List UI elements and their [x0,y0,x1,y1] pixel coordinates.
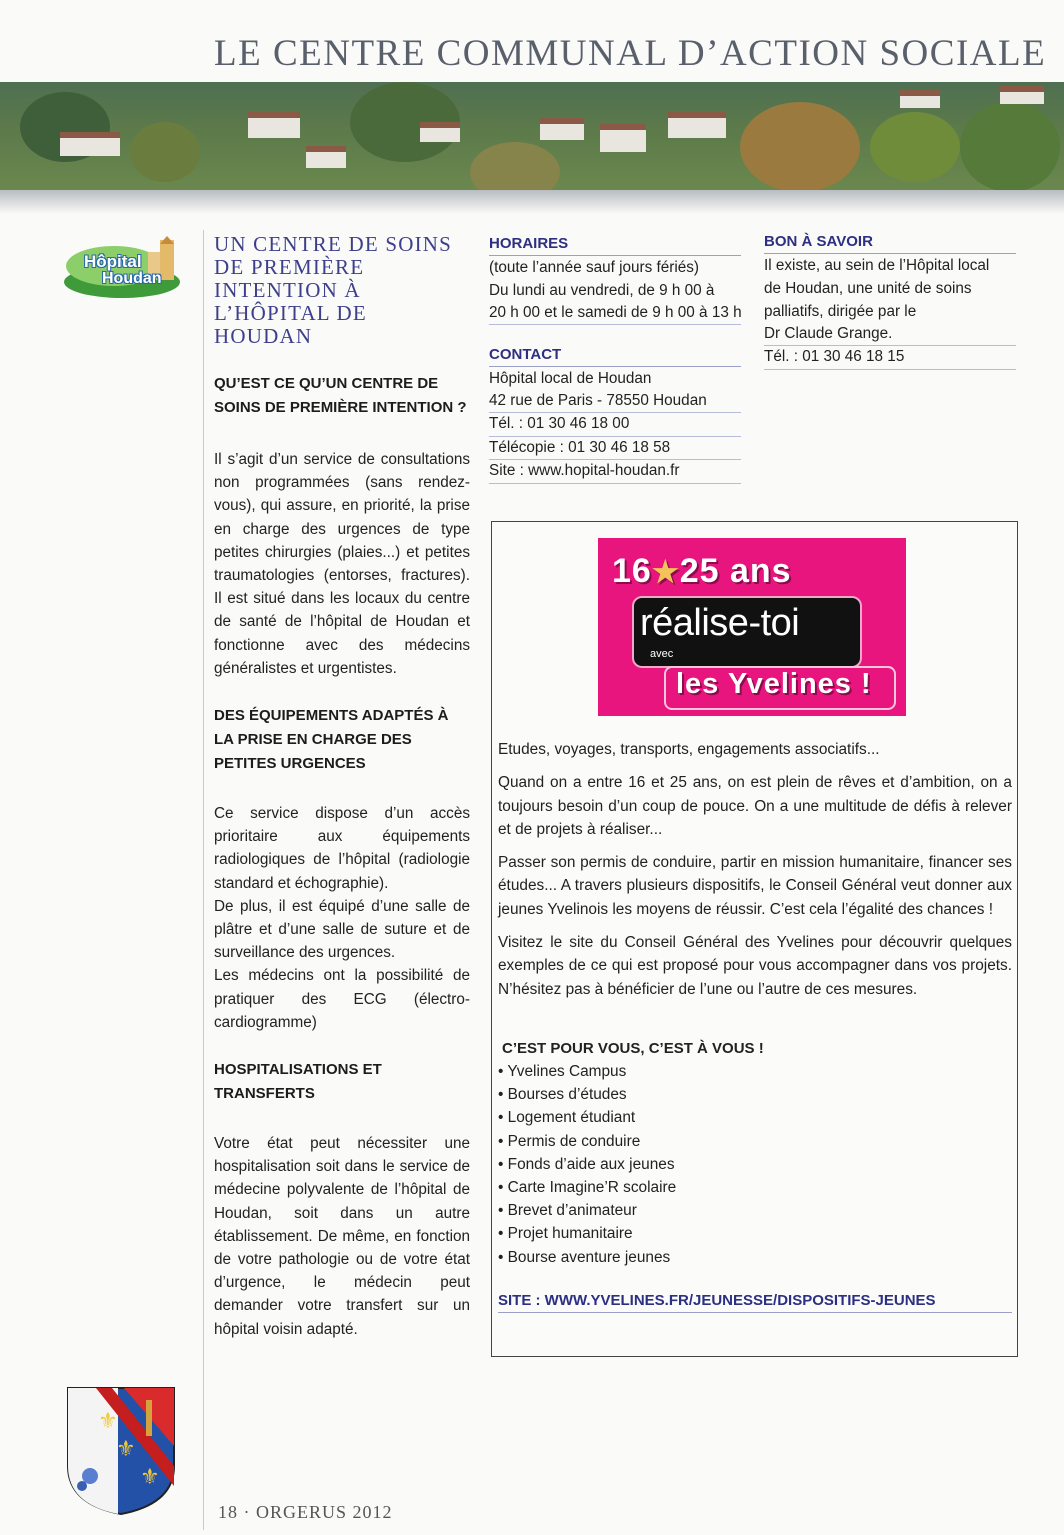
promo-avec: avec [650,648,674,660]
horaires-block [489,233,741,325]
contact-line: Tél. : 01 30 46 18 00 [489,413,741,436]
contact-line: 42 rue de Paris - 78550 Houdan [489,390,741,413]
list-item: • Permis de conduire [498,1132,641,1150]
promo-text [498,738,1012,1313]
list-item: • Yvelines Campus [498,1062,627,1080]
section-paragraph: Votre état peut nécessiter une hospitalisation soit dans le service de médecine polyvalente de l’hôpital de Houdan, soit dans un autre établissement. De même, en fonction de votre pathologie ou de votre état d’urgence, le médecin peut demander votre transfert sur un hôpital voisin adapté. [214,1135,470,1338]
svg-text:⚜: ⚜ [140,1465,160,1490]
promo-realise: réalise-toi [640,602,800,644]
contact-line: Télécopie : 01 30 46 18 58 [489,437,741,460]
banner-shadow [0,190,1064,214]
promo-list-heading: C’EST POUR VOUS, C’EST À VOUS ! [502,1039,764,1057]
bon-a-savoir-line: Il existe, au sein de l’Hôpital local [764,257,990,274]
bon-a-savoir-line: Dr Claude Grange. [764,323,1016,346]
list-item: • Brevet d’animateur [498,1202,637,1220]
article-body [214,372,470,1341]
coat-of-arms-icon [66,1386,176,1516]
logo-line1: Hôpital [84,252,142,271]
bon-a-savoir-line: de Houdan, une unité de soins [764,280,972,297]
promo-age [612,552,792,591]
section-paragraph: De plus, il est équipé d’une salle de plâtre et d’une salle de suture et de surveillance des urgences. [214,897,470,962]
section-title: LE CENTRE COMMUNAL D’ACTION SOCIALE [214,33,1047,74]
town-crest [66,1386,176,1516]
article-title: UN CENTRE DE SOINS DE PREMIÈRE INTENTION À L’HÔPITAL DE HOUDAN [214,232,453,348]
list-item: • Fonds d’aide aux jeunes [498,1155,675,1173]
star-icon: ★ [651,556,680,589]
section-paragraph: Ce service dispose d’un accès prioritaire aux équipements radiologiques de l’hôpital (radiologie standard et échographie). [214,805,470,892]
horaires-line: Du lundi au vendredi, de 9 h 00 à [489,282,715,299]
promo-yvelines: les Yvelines ! [676,668,872,700]
section-paragraph: Il s’agit d’un service de consultations non programmées (sans rendez-vous), qui assure, en priorité, la prise en charge des urgences de type petites chirurgies (plaies...) et petites traumatologies (entorses, fractures). Il est situé dans les locaux du centre de santé de l’hôpital de Houdan et fonctionne avec des médecins généralistes et urgentistes. [214,451,470,677]
list-item: • Logement étudiant [498,1109,636,1127]
promo-paragraph: Visitez le site du Conseil Général des Yvelines pour découvrir quelques exemples de ce qui est proposé pour vous accompagner dans vos projets. N’hésitez pas à bénéficier de l’une ou l’autre de ces mesures. [498,934,1012,998]
aerial-photo-banner [0,82,1064,200]
bon-a-savoir-block [764,231,1016,370]
contact-heading: CONTACT [489,344,741,367]
svg-text:⚜: ⚜ [98,1409,118,1434]
list-item: • Carte Imagine’R scolaire [498,1178,677,1196]
section-heading: HOSPITALISATIONS ET TRANSFERTS [214,1061,382,1103]
horaires-line: 20 h 00 et le samedi de 9 h 00 à 13 h [489,302,741,325]
page-footer: 18 · ORGERUS 2012 [218,1502,393,1522]
hopital-houdan-logo [62,236,190,300]
promo-age-left: 16 [612,552,652,590]
youth-promo-box [491,521,1018,1357]
promo-list [498,1060,1012,1269]
promo-site-link[interactable]: SITE : WWW.YVELINES.FR/JEUNESSE/DISPOSITIFS-JEUNES [498,1289,1012,1313]
contact-line: Hôpital local de Houdan [489,370,652,387]
promo-age-right: 25 ans [679,552,792,590]
section-heading: QU’EST CE QU’UN CENTRE DE SOINS DE PREMIÈRE INTENTION ? [214,375,467,416]
section-paragraph: Les médecins ont la possibilité de pratiquer des ECG (électro- cardiogramme) [214,967,470,1031]
list-item: • Bourses d’études [498,1086,627,1104]
contact-website[interactable]: Site : www.hopital-houdan.fr [489,460,741,483]
bon-a-savoir-line: palliatifs, dirigée par le [764,303,917,320]
section-heading: DES ÉQUIPEMENTS ADAPTÉS À LA PRISE EN CHARGE DES PETITES URGENCES [214,707,449,773]
horaires-line: (toute l’année sauf jours fériés) [489,259,700,276]
logo-line2: Houdan [102,270,162,287]
promo-banner [598,538,906,716]
horaires-heading: HORAIRES [489,233,741,256]
bon-a-savoir-heading: BON À SAVOIR [764,231,1016,254]
promo-paragraph: Quand on a entre 16 et 25 ans, on est plein de rêves et d’ambition, on a toujours besoin d’un coup de pouce. On a une multitude de défis à relever et de projets à réaliser... [498,774,1012,838]
list-item: • Projet humanitaire [498,1225,633,1243]
svg-text:⚜: ⚜ [116,1437,136,1462]
list-item: • Bourse aventure jeunes [498,1248,671,1266]
promo-paragraph: Passer son permis de conduire, partir en mission humanitaire, financer ses études... A travers plusieurs dispositifs, le Conseil Général veut donner aux jeunes Yvelinois les moyens de réussir. C’est cela l’égalité des chances ! [498,854,1012,918]
bon-a-savoir-line: Tél. : 01 30 46 18 15 [764,346,1016,369]
column-divider [203,230,204,1530]
contact-block [489,344,741,484]
promo-intro: Etudes, voyages, transports, engagements associatifs... [498,741,880,758]
